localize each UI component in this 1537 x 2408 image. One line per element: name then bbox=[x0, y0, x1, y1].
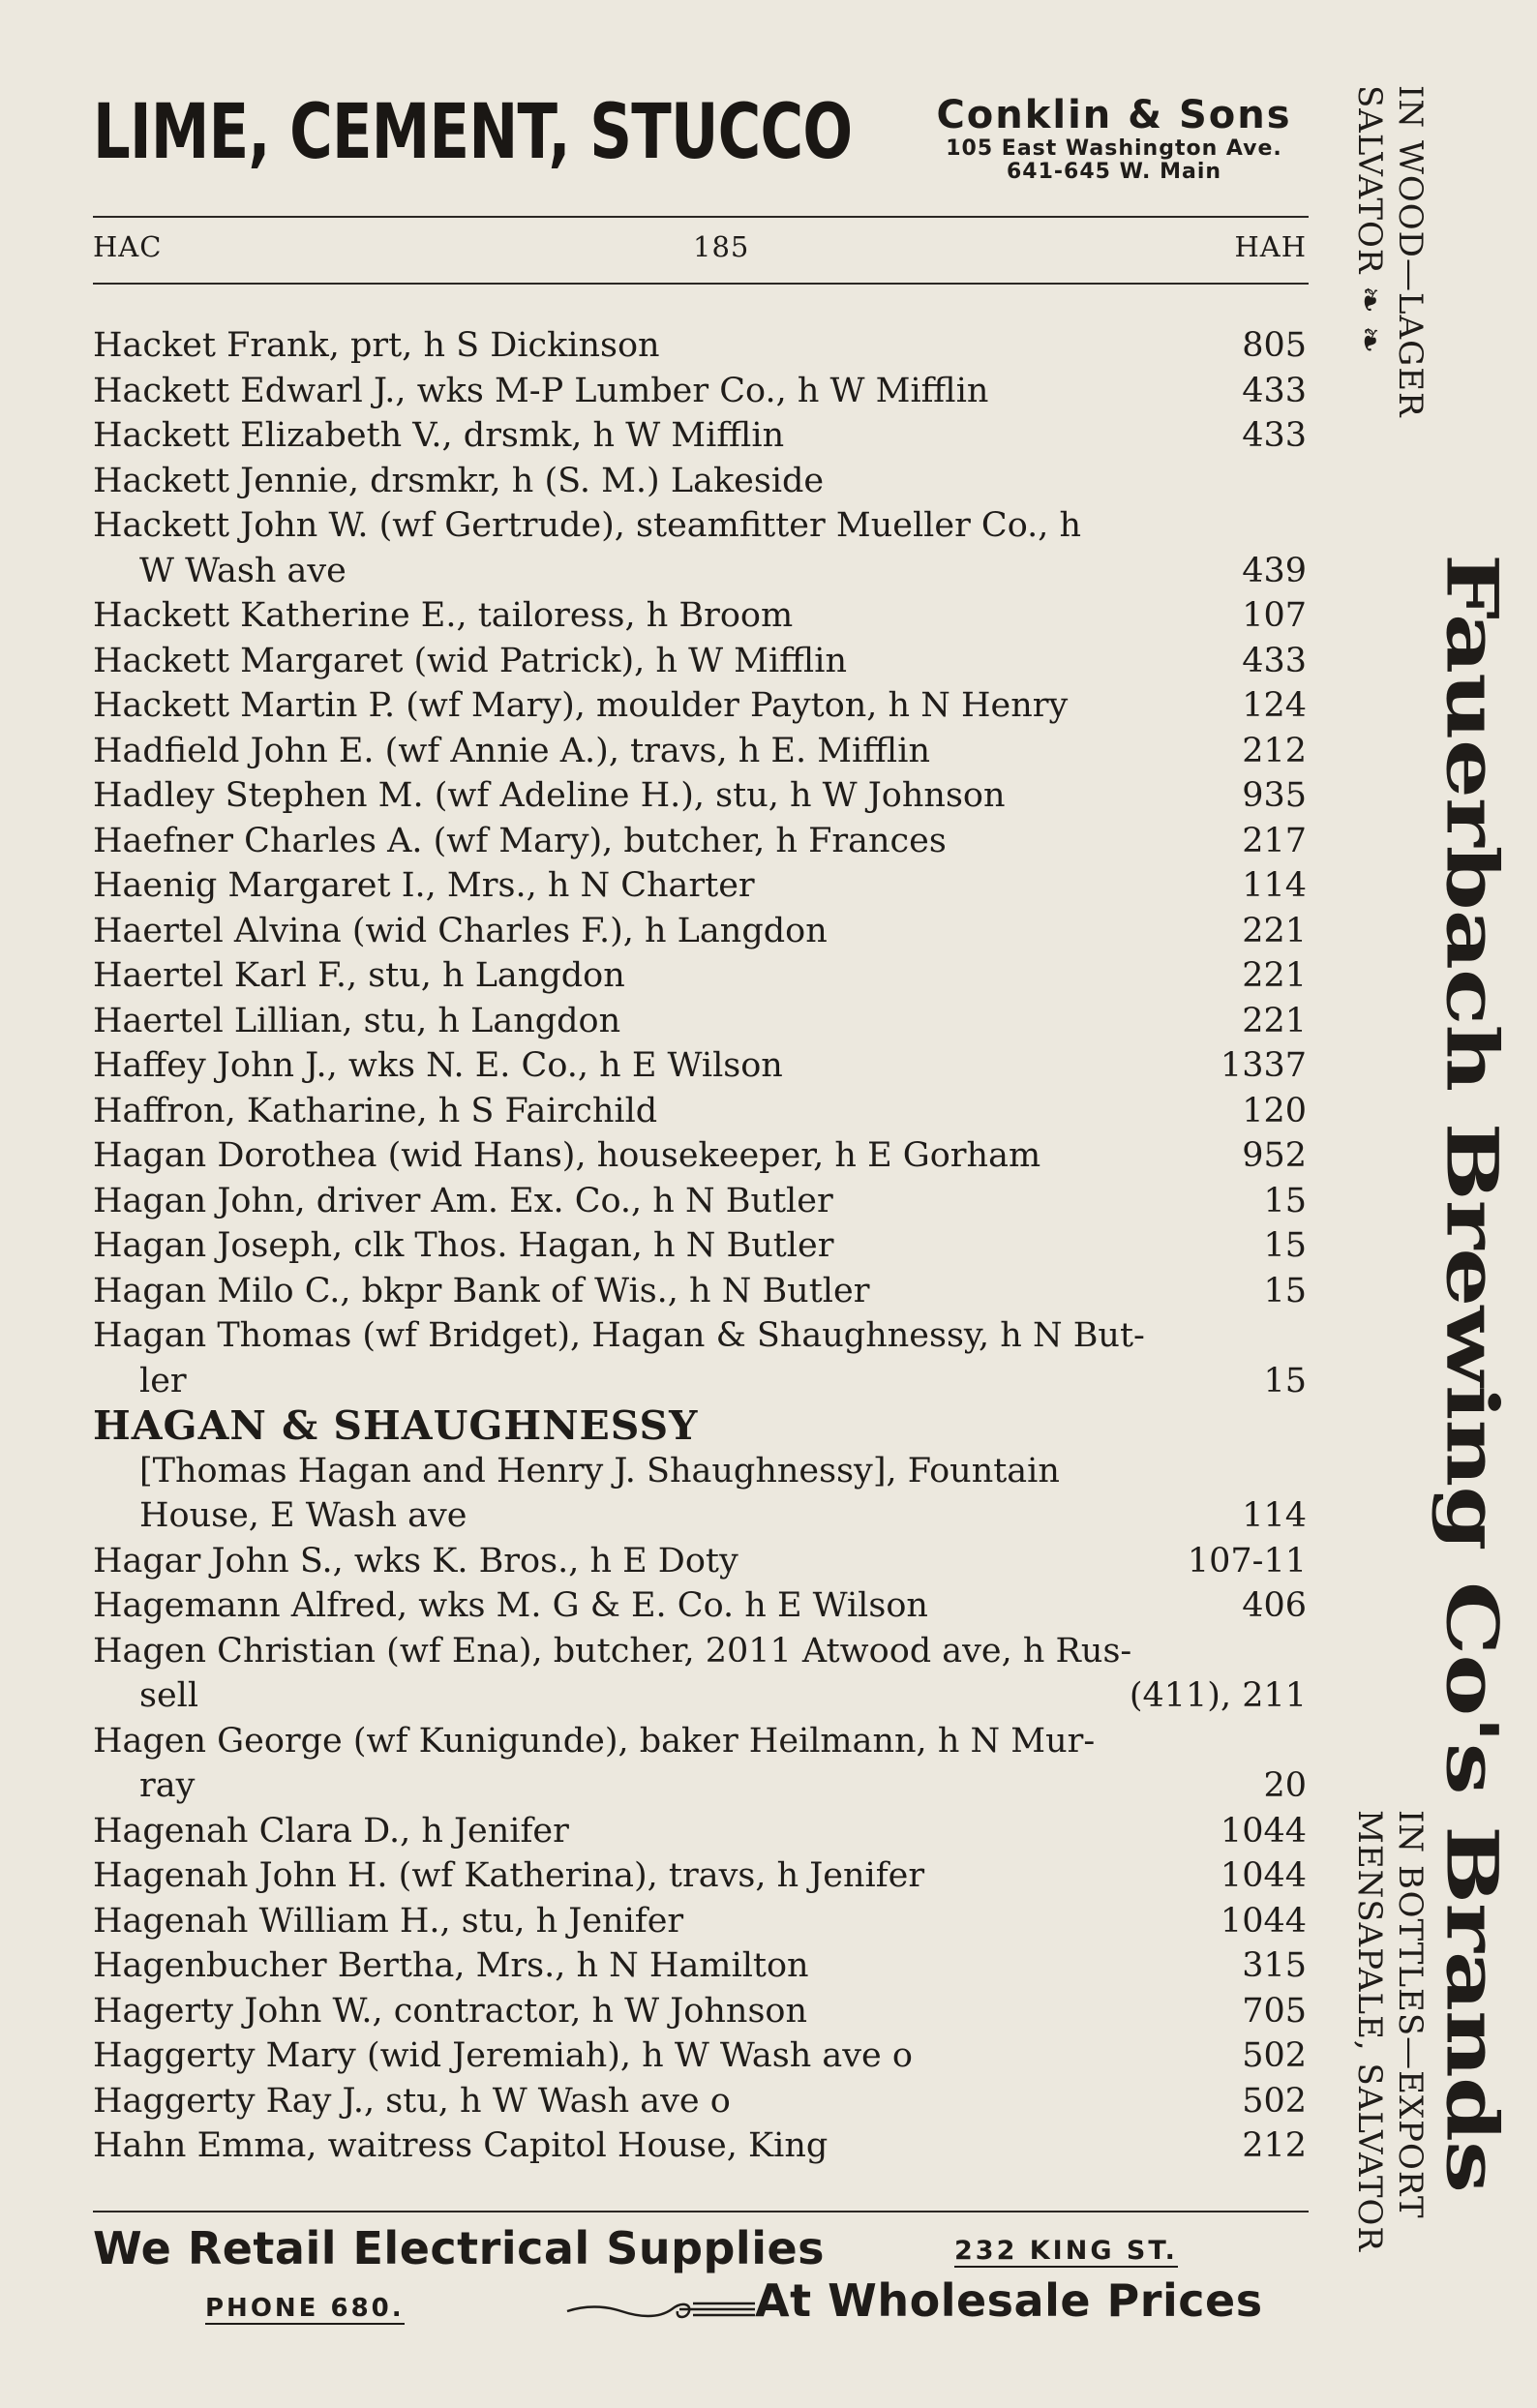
directory-entry bbox=[93, 1673, 1312, 1719]
directory-entry bbox=[93, 639, 1312, 684]
directory-entry bbox=[93, 2123, 1312, 2169]
entry-number: 107-11 bbox=[1187, 1541, 1307, 1580]
entry-text: Haggerty Mary (wid Jeremiah), h W Wash ave o bbox=[93, 2036, 913, 2075]
directory-entry bbox=[93, 1493, 1312, 1539]
entry-number: (411), 211 bbox=[1129, 1676, 1307, 1715]
directory-entry bbox=[93, 683, 1312, 729]
firm-heading bbox=[93, 1403, 1312, 1449]
directory-entry bbox=[93, 999, 1312, 1044]
entry-number: 433 bbox=[1242, 641, 1307, 680]
directory-entry bbox=[93, 819, 1312, 864]
entry-number: 221 bbox=[1242, 911, 1307, 950]
entry-text: Hackett Katherine E., tailoress, h Broom bbox=[93, 596, 794, 635]
entry-text: Hahn Emma, waitress Capitol House, King bbox=[93, 2126, 829, 2165]
entry-text: HAGAN & SHAUGHNESSY bbox=[93, 1402, 699, 1449]
entry-number: 952 bbox=[1242, 1136, 1307, 1175]
entry-text: Hagan Dorothea (wid Hans), housekeeper, h E Gorham bbox=[93, 1136, 1041, 1175]
directory-entry bbox=[93, 1179, 1312, 1224]
directory-entry bbox=[93, 459, 1312, 504]
bottom-ad-retail: We Retail Electrical Supplies bbox=[93, 2222, 826, 2274]
directory-entry bbox=[93, 593, 1312, 639]
entry-text: Hackett Margaret (wid Patrick), h W Mifflin bbox=[93, 641, 847, 680]
flourish-ornament bbox=[565, 2290, 759, 2329]
entry-number: 212 bbox=[1242, 2126, 1307, 2165]
entry-text: Haertel Karl F., stu, h Langdon bbox=[93, 956, 625, 995]
entry-number: 221 bbox=[1242, 956, 1307, 995]
bottom-advertisement bbox=[93, 2205, 1312, 2340]
entry-number: 120 bbox=[1242, 1091, 1307, 1130]
side-ad-bottom-text bbox=[1349, 1810, 1431, 2252]
entry-number: 114 bbox=[1242, 866, 1307, 905]
entry-text: Hadfield John E. (wf Annie A.), travs, h E. Mifflin bbox=[93, 731, 931, 770]
entry-text: Haefner Charles A. (wf Mary), butcher, h Frances bbox=[93, 821, 947, 860]
entry-text: Hagan Thomas (wf Bridget), Hagan & Shaughnessy, h N But- bbox=[93, 1316, 1145, 1355]
entry-number: 502 bbox=[1242, 2036, 1307, 2075]
entry-text: Haffey John J., wks N. E. Co., h E Wilson bbox=[93, 1046, 783, 1085]
entry-number: 1337 bbox=[1220, 1046, 1307, 1085]
bottom-ad-address: 232 KING ST. bbox=[954, 2236, 1178, 2266]
entry-text: Hackett John W. (wf Gertrude), steamfitter Mueller Co., h bbox=[93, 506, 1082, 545]
side-ad-top-line-2: SALVATOR ❧ ❧ bbox=[1350, 85, 1389, 355]
entry-number: 433 bbox=[1242, 416, 1307, 455]
header-right-guide: HAH bbox=[1234, 230, 1307, 263]
bottom-ad-wholesale: At Wholesale Prices bbox=[755, 2274, 1263, 2327]
ad-headline: LIME, CEMENT, STUCCO bbox=[93, 89, 853, 176]
entry-text: Hackett Elizabeth V., drsmk, h W Mifflin bbox=[93, 416, 785, 455]
directory-entry bbox=[93, 1449, 1312, 1494]
entry-text: Hagan Joseph, clk Thos. Hagan, h N Butler bbox=[93, 1226, 834, 1265]
directory-entry bbox=[93, 369, 1312, 414]
entry-number: 20 bbox=[1263, 1766, 1307, 1805]
ad-firm-block bbox=[862, 93, 1366, 184]
directory-entry bbox=[93, 323, 1312, 369]
entry-number: 406 bbox=[1242, 1586, 1307, 1625]
entry-text: Haggerty Ray J., stu, h W Wash ave o bbox=[93, 2081, 731, 2121]
directory-entry bbox=[93, 729, 1312, 774]
directory-entry bbox=[93, 1089, 1312, 1134]
directory-entry bbox=[93, 1943, 1312, 1989]
entry-text: Hagan Milo C., bkpr Bank of Wis., h N Butler bbox=[93, 1271, 870, 1310]
entry-text: sell bbox=[139, 1676, 199, 1715]
entry-text: Hackett Edwarl J., wks M-P Lumber Co., h W Mifflin bbox=[93, 371, 989, 410]
side-ad-main-text: Fauerbach Brewing Co's Brands bbox=[1431, 554, 1514, 2192]
entry-text: Hagenah Clara D., h Jenifer bbox=[93, 1811, 569, 1851]
directory-entry bbox=[93, 1583, 1312, 1629]
entry-text: Hagan John, driver Am. Ex. Co., h N Butler bbox=[93, 1181, 833, 1220]
entry-number: 221 bbox=[1242, 1001, 1307, 1040]
directory-entry bbox=[93, 549, 1312, 594]
side-ad-bottom-line-2: MENSAPALE, SALVATOR bbox=[1350, 1810, 1389, 2253]
directory-entry bbox=[93, 773, 1312, 819]
entry-number: 805 bbox=[1242, 326, 1307, 365]
entry-number: 15 bbox=[1263, 1181, 1307, 1220]
entry-number: 1044 bbox=[1220, 1856, 1307, 1895]
directory-entry bbox=[93, 1853, 1312, 1899]
directory-entry bbox=[93, 1133, 1312, 1179]
directory-entry bbox=[93, 1359, 1312, 1404]
entry-text: ray bbox=[139, 1766, 196, 1805]
entry-number: 15 bbox=[1263, 1226, 1307, 1265]
entry-text: [Thomas Hagan and Henry J. Shaughnessy], Fountain bbox=[139, 1451, 1060, 1490]
ad-firm-name: Conklin & Sons bbox=[936, 93, 1292, 137]
header-left-guide: HAC bbox=[93, 230, 163, 263]
directory-entry bbox=[93, 1043, 1312, 1089]
entry-text: Haffron, Katharine, h S Fairchild bbox=[93, 1091, 658, 1130]
entry-number: 705 bbox=[1242, 1991, 1307, 2031]
entry-text: Hacket Frank, prt, h S Dickinson bbox=[93, 326, 660, 365]
directory-entry bbox=[93, 1719, 1312, 1764]
entry-text: House, E Wash ave bbox=[139, 1496, 467, 1535]
directory-entry bbox=[93, 1809, 1312, 1854]
ad-firm-address-1: 105 East Washington Ave. bbox=[946, 136, 1282, 161]
entry-text: W Wash ave bbox=[139, 551, 347, 590]
directory-entry bbox=[93, 2079, 1312, 2124]
entry-number: 124 bbox=[1242, 686, 1307, 725]
directory-entry bbox=[93, 909, 1312, 954]
side-ad-bottom-line-1: IN BOTTLES—EXPORT bbox=[1391, 1810, 1430, 2219]
entry-number: 433 bbox=[1242, 371, 1307, 410]
entry-text: Hagenah William H., stu, h Jenifer bbox=[93, 1901, 684, 1941]
side-ad-top-line-1: IN WOOD—LAGER bbox=[1391, 85, 1430, 418]
entry-text: Hagar John S., wks K. Bros., h E Doty bbox=[93, 1541, 738, 1580]
entry-number: 315 bbox=[1242, 1946, 1307, 1985]
directory-entry bbox=[93, 863, 1312, 909]
directory-entry bbox=[93, 953, 1312, 999]
entry-text: ler bbox=[139, 1361, 187, 1400]
directory-entry bbox=[93, 1313, 1312, 1359]
entry-text: Haertel Alvina (wid Charles F.), h Langdon bbox=[93, 911, 828, 950]
entry-text: Hagen George (wf Kunigunde), baker Heilmann, h N Mur- bbox=[93, 1721, 1096, 1761]
directory-entry bbox=[93, 2033, 1312, 2079]
entry-number: 15 bbox=[1263, 1271, 1307, 1310]
entry-text: Hagerty John W., contractor, h W Johnson bbox=[93, 1991, 808, 2031]
entry-text: Hackett Jennie, drsmkr, h (S. M.) Lakeside bbox=[93, 461, 825, 500]
header-rule bbox=[93, 283, 1309, 285]
entry-number: 217 bbox=[1242, 821, 1307, 860]
directory-entry bbox=[93, 1269, 1312, 1314]
entry-text: Hagen Christian (wf Ena), butcher, 2011 Atwood ave, h Rus- bbox=[93, 1631, 1132, 1671]
entry-number: 15 bbox=[1263, 1361, 1307, 1400]
entry-number: 1044 bbox=[1220, 1901, 1307, 1941]
entry-number: 1044 bbox=[1220, 1811, 1307, 1851]
entry-text: Haenig Margaret I., Mrs., h N Charter bbox=[93, 866, 755, 905]
directory-listing bbox=[93, 323, 1312, 2169]
directory-entry bbox=[93, 1539, 1312, 1584]
directory-entry bbox=[93, 503, 1312, 549]
bottom-ad-phone: PHONE 680. bbox=[205, 2294, 405, 2323]
entry-text: Haertel Lillian, stu, h Langdon bbox=[93, 1001, 621, 1040]
directory-entry bbox=[93, 1989, 1312, 2034]
entry-number: 107 bbox=[1242, 596, 1307, 635]
entry-text: Hackett Martin P. (wf Mary), moulder Payton, h N Henry bbox=[93, 686, 1069, 725]
directory-entry bbox=[93, 1223, 1312, 1269]
directory-entry bbox=[93, 1899, 1312, 1944]
entry-text: Hadley Stephen M. (wf Adeline H.), stu, h W Johnson bbox=[93, 776, 1006, 815]
side-advertisement bbox=[1312, 85, 1537, 2350]
entry-number: 114 bbox=[1242, 1496, 1307, 1535]
page-number: 185 bbox=[693, 230, 750, 263]
entry-number: 502 bbox=[1242, 2081, 1307, 2121]
entry-number: 439 bbox=[1242, 551, 1307, 590]
top-advertisement bbox=[93, 87, 1312, 196]
entry-number: 212 bbox=[1242, 731, 1307, 770]
running-header bbox=[93, 230, 1312, 269]
entry-number: 935 bbox=[1242, 776, 1307, 815]
entry-text: Hagemann Alfred, wks M. G & E. Co. h E Wilson bbox=[93, 1586, 928, 1625]
entry-text: Hagenbucher Bertha, Mrs., h N Hamilton bbox=[93, 1946, 809, 1985]
directory-entry bbox=[93, 1763, 1312, 1809]
entry-text: Hagenah John H. (wf Katherina), travs, h Jenifer bbox=[93, 1856, 925, 1895]
top-rule bbox=[93, 216, 1309, 218]
side-ad-top-text bbox=[1349, 85, 1431, 418]
directory-entry bbox=[93, 1629, 1312, 1674]
ad-firm-address-2: 641-645 W. Main bbox=[1006, 160, 1222, 184]
directory-entry bbox=[93, 413, 1312, 459]
